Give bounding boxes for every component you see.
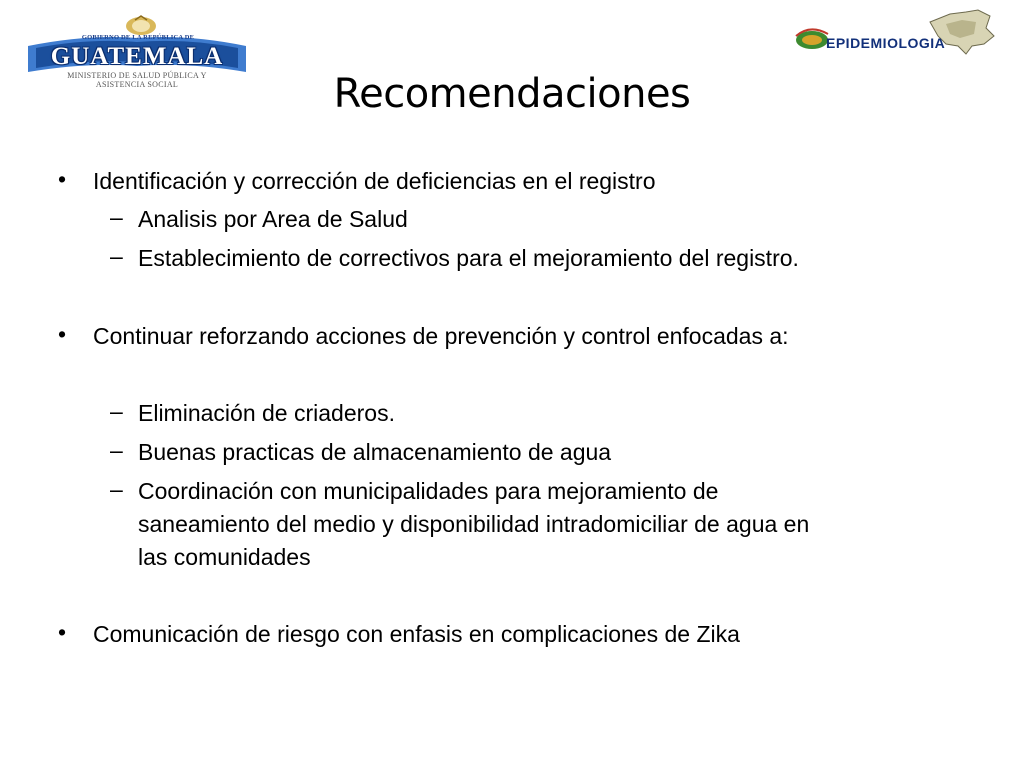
ministry-line-1: MINISTERIO DE SALUD PÚBLICA Y <box>67 71 207 80</box>
bullet-1-text: Identificación y corrección de deficiencias en el registro <box>93 168 656 194</box>
government-label: GOBIERNO DE LA REPÚBLICA DE <box>81 34 195 41</box>
epidemiologia-wordmark: EPIDEMIOLOGIA <box>826 35 946 51</box>
dash-marker: – <box>110 398 123 424</box>
bullet-2-sub-3-line-1: Coordinación con municipalidades para mejoramiento de <box>138 478 719 504</box>
dash-marker: – <box>110 437 123 463</box>
coat-of-arms-icon <box>124 14 158 36</box>
epidemiologia-logo <box>790 6 1004 58</box>
bullet-1-sub-2: Establecimiento de correctivos para el mejoramiento del registro. <box>138 245 799 271</box>
bullet-1-sub-1: Analisis por Area de Salud <box>138 206 408 232</box>
slide-title: Recomendaciones <box>333 71 691 117</box>
bullet-marker: • <box>58 166 67 192</box>
bullet-2-sub-1: Eliminación de criaderos. <box>138 400 395 426</box>
bullet-2-sub-3-line-3: las comunidades <box>138 544 311 570</box>
bullet-3-text: Comunicación de riesgo con enfasis en complicaciones de Zika <box>93 621 740 647</box>
dash-marker: – <box>110 243 123 269</box>
guatemala-wordmark: GUATEMALA <box>50 43 224 70</box>
bullet-marker: • <box>58 619 67 645</box>
bullet-marker: • <box>58 321 67 347</box>
bullet-2-sub-2: Buenas practicas de almacenamiento de agua <box>138 439 612 465</box>
dash-marker: – <box>110 476 123 502</box>
bullet-2-text: Continuar reforzando acciones de prevención y control enfocadas a: <box>93 323 789 349</box>
dash-marker: – <box>110 204 123 230</box>
ministry-line-2: ASISTENCIA SOCIAL <box>95 80 179 89</box>
bullet-2-sub-3-line-2: saneamiento del medio y disponibilidad intradomiciliar de agua en <box>138 511 810 537</box>
